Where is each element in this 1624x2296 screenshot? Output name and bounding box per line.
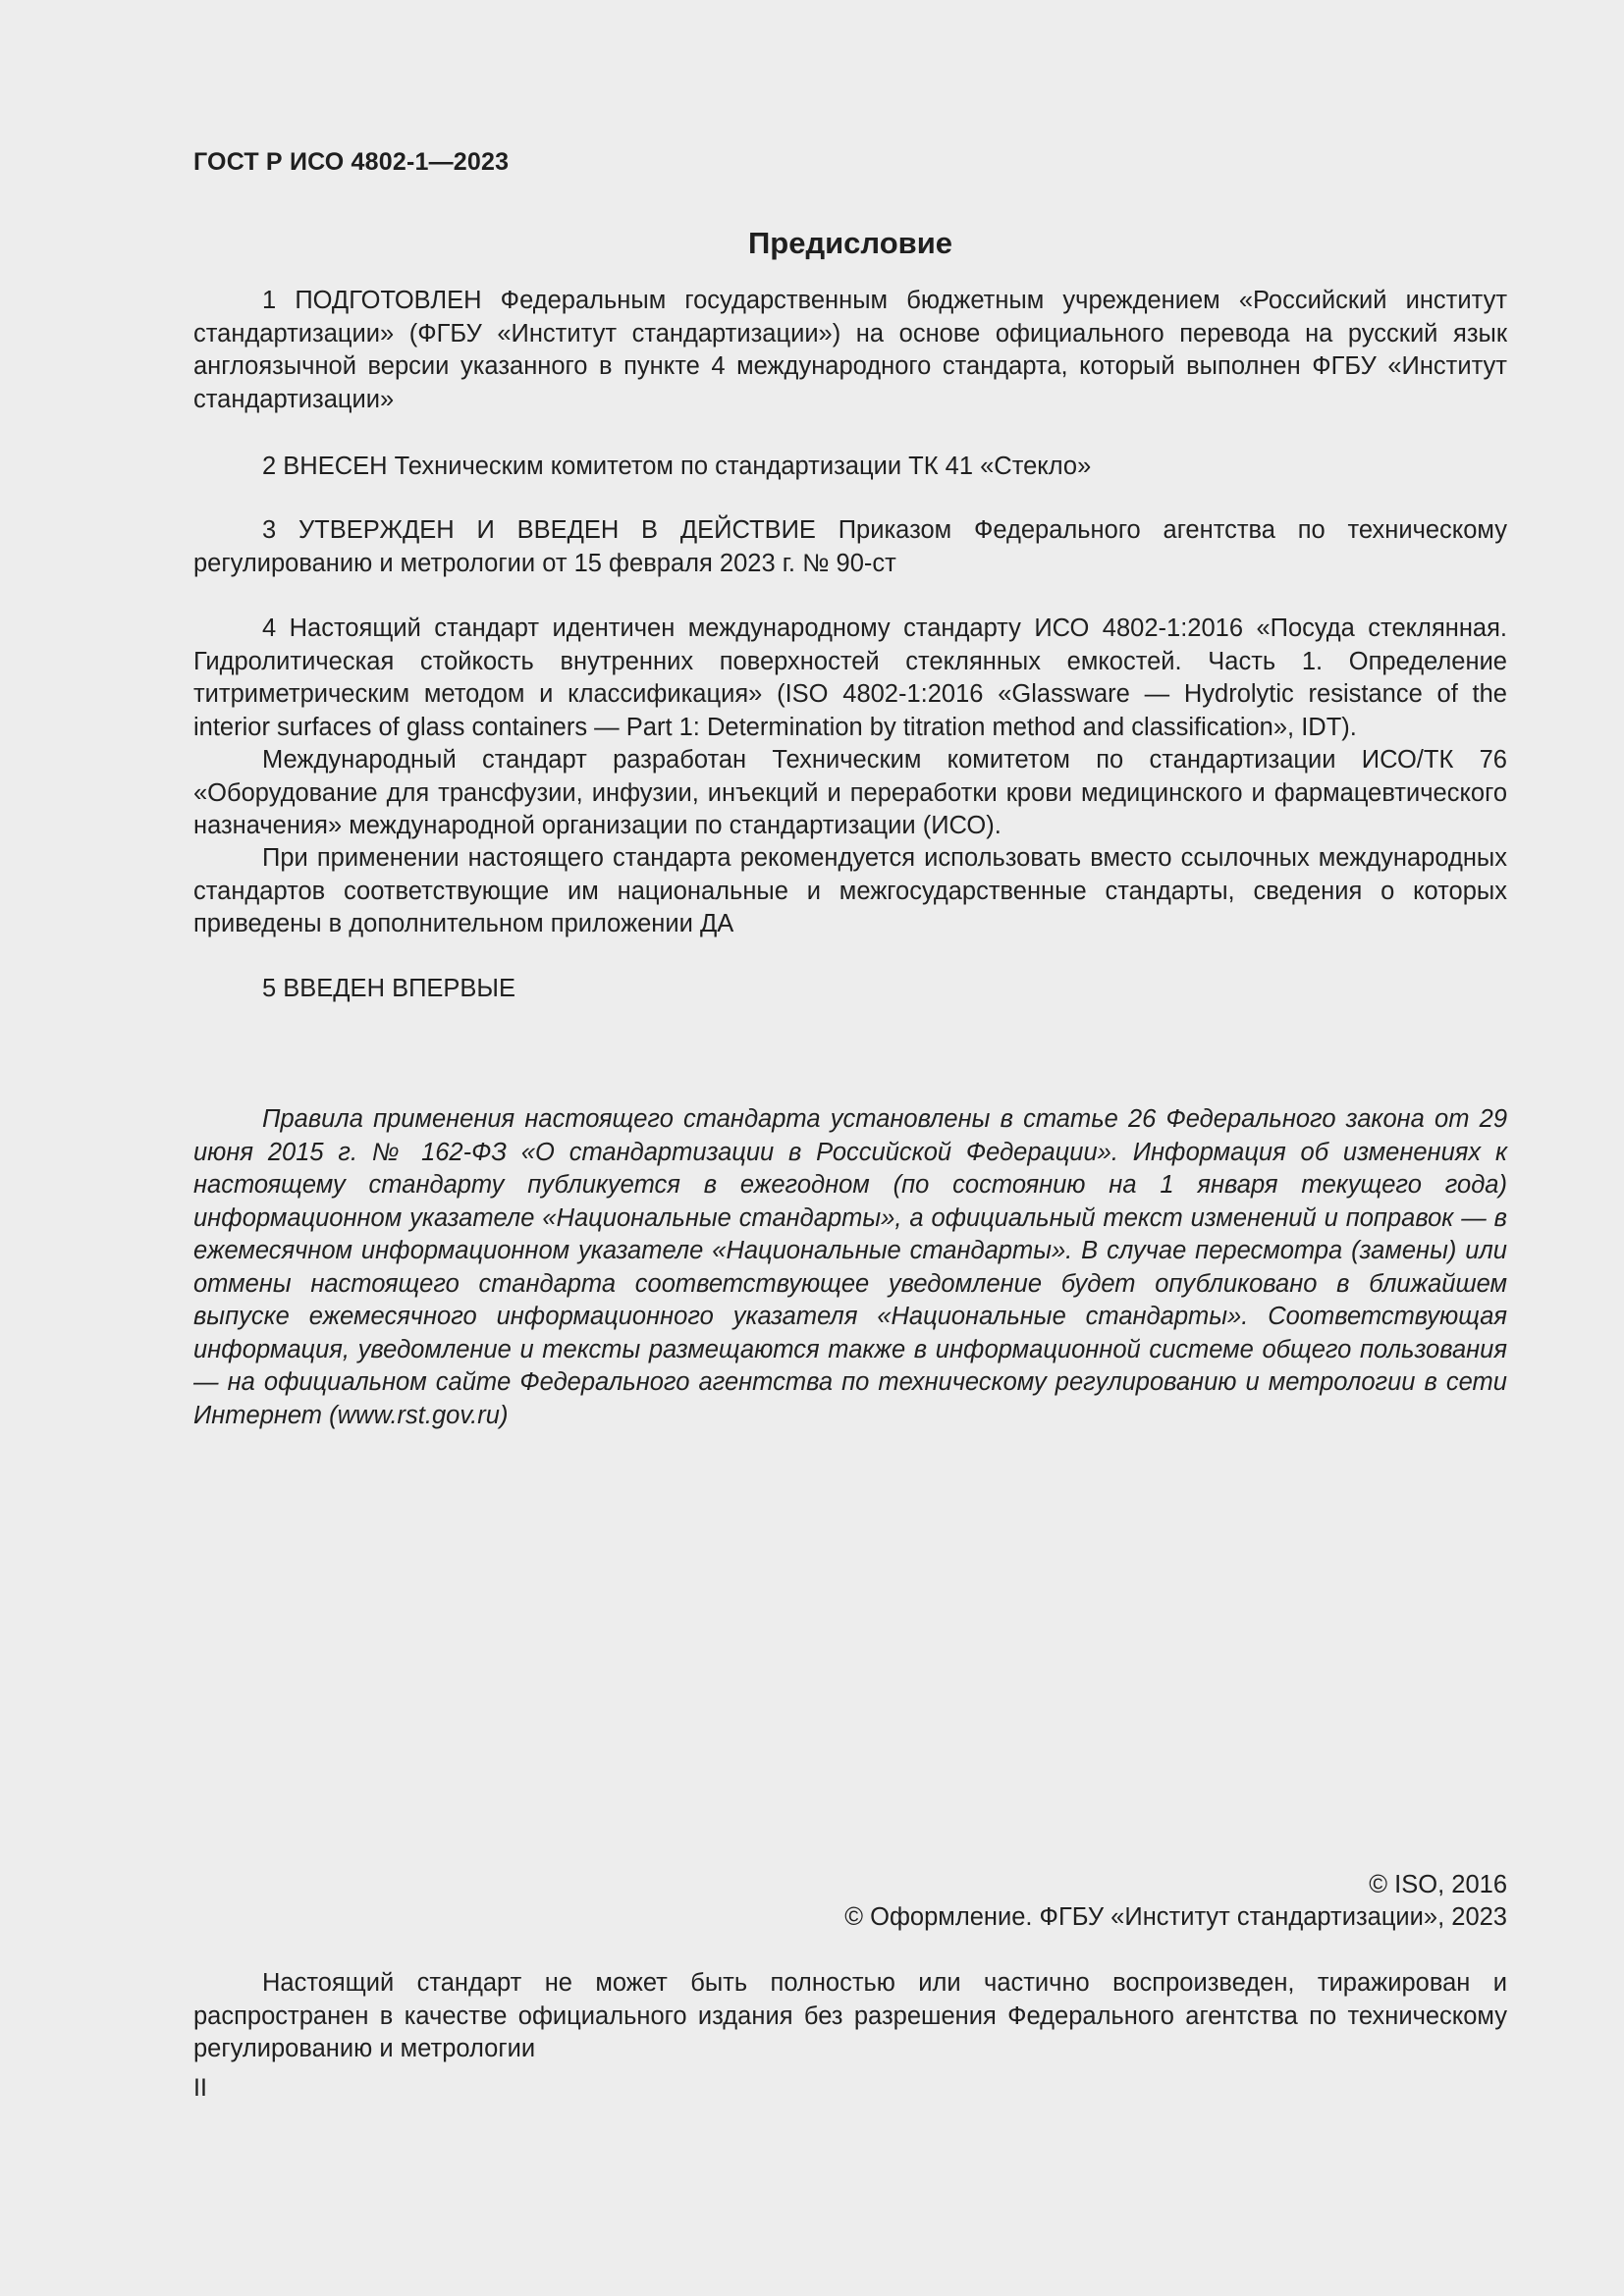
document-code: ГОСТ Р ИСО 4802-1—2023 (193, 148, 510, 176)
reproduction-notice: Настоящий стандарт не может быть полностью или частично воспроизведен, тиражирован и распространен в качестве официального издания без разрешения Федерального агентства по техническому регулированию и метрологии (193, 1969, 1507, 2062)
foreword-item-5: 5 ВВЕДЕН ВПЕРВЫЕ (262, 975, 516, 1002)
rules-note: Правила применения настоящего стандарта установлены в статье 26 Федерального закона от 29 июня 2015 г. № 162-ФЗ «О стандартизации в Российской Федерации». Информация об изменениях к настоящему стандарту публикуется в ежегодном (по состоянию на 1 января текущего года) информационном указателе «Национальные стандарты», а официальный текст изменений и поправок — в ежемесячном информационном указателе «Национальные стандарты». В случае пересмотра (замены) или отмены настоящего стандарта соответствующее уведомление будет опубликовано в ближайшем выпуске ежемесячного информационного указателя «Национальные стандарты». Соответствующая информация, уведомление и тексты размещаются также в информационной системе общего пользования — на официальном сайте Федерального агентства по техническому регулированию и метрологии в сети Интернет (www.rst.gov.ru) (193, 1105, 1507, 1429)
foreword-item-1: 1 ПОДГОТОВЛЕН Федеральным государственным бюджетным учреждением «Российский институт стандартизации» (ФГБУ «Институт стандартизации») на основе официального перевода на русский язык англоязычной версии указанного в пункте 4 международного стандарта, который выполнен ФГБУ «Институт стандартизации» (193, 287, 1507, 413)
copyright-iso: © ISO, 2016 (1369, 1871, 1507, 1898)
copyright-design: © Оформление. ФГБУ «Институт стандартизации», 2023 (844, 1903, 1507, 1931)
foreword-item-2: 2 ВНЕСЕН Техническим комитетом по стандартизации ТК 41 «Стекло» (262, 453, 1092, 480)
page-number: II (193, 2074, 207, 2102)
document-page (193, 0, 1507, 2296)
foreword-item-4-references: При применении настоящего стандарта рекомендуется использовать вместо ссылочных международных стандартов соответствующие им национальные и межгосударственные стандарты, сведения о которых приведены в дополнительном приложении ДА (193, 844, 1507, 937)
page-title: Предисловие (747, 226, 952, 260)
foreword-item-4-developer: Международный стандарт разработан Техническим комитетом по стандартизации ИСО/ТК 76 «Оборудование для трансфузии, инфузии, инъекций и переработки крови медицинского и фармацевтического назначения» международной организации по стандартизации (ИСО). (193, 746, 1507, 839)
foreword-item-4: 4 Настоящий стандарт идентичен международному стандарту ИСО 4802-1:2016 «Посуда стеклянная. Гидролитическая стойкость внутренних поверхностей стеклянных емкостей. Часть 1. Определение титриметрическим методом и классификация» (ISO 4802-1:2016 «Glassware — Hydrolytic resistance of the interior surfaces of glass containers — Part 1: Determination by titration method and classification», IDT). (193, 614, 1507, 741)
foreword-item-3: 3 УТВЕРЖДЕН И ВВЕДЕН В ДЕЙСТВИЕ Приказом Федерального агентства по техническому регулированию и метрологии от 15 февраля 2023 г. № 90-ст (193, 516, 1507, 577)
